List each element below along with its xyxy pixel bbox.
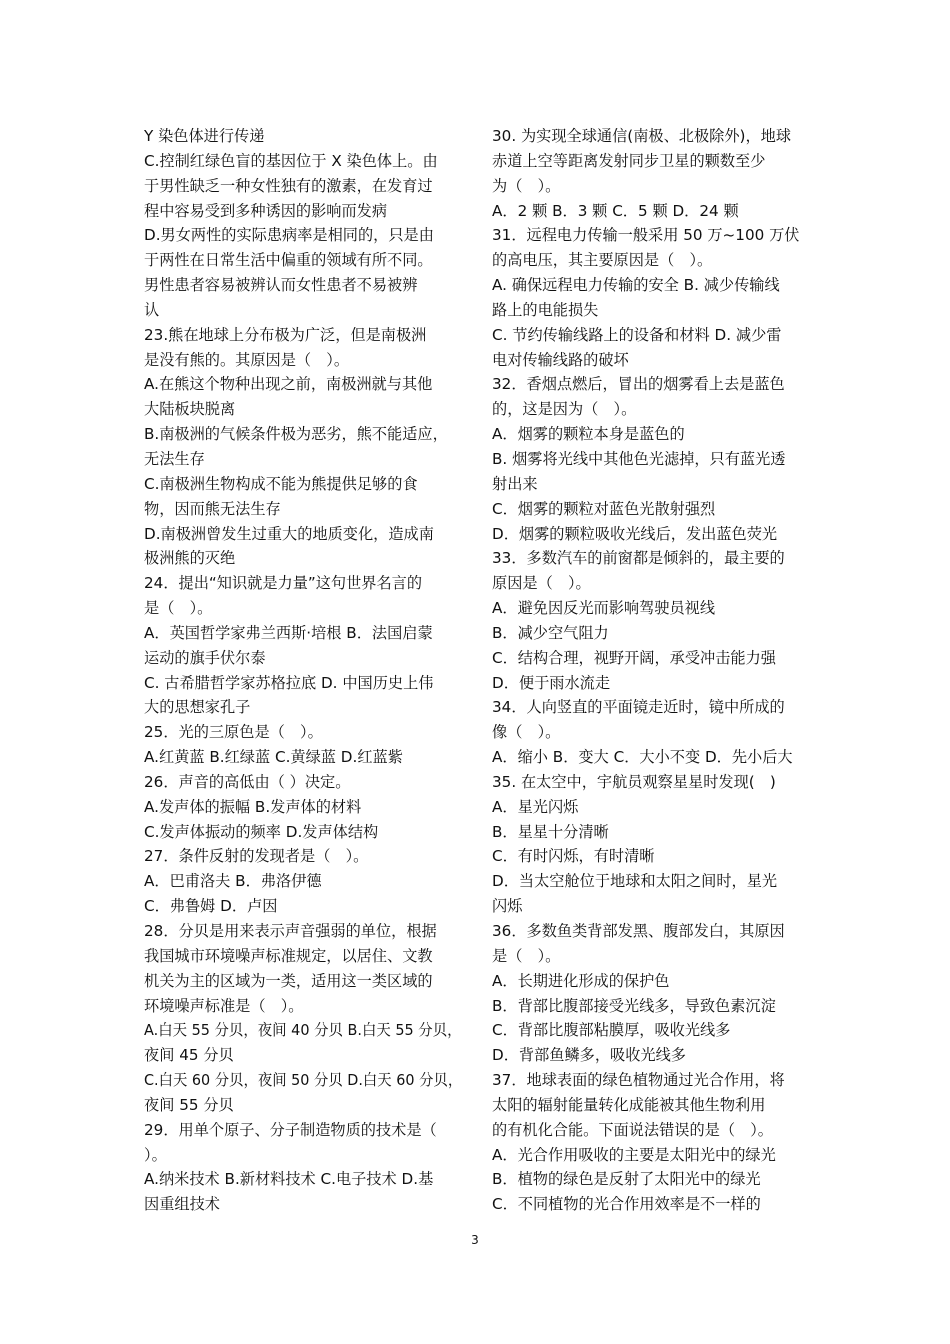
text-line: 机关为主的区域为一类，适用这一类区域的 [144, 971, 433, 990]
text-line: D．便于雨水流走 [492, 673, 611, 692]
text-line: 30. 为实现全球通信(南极、北极除外)，地球 [492, 127, 792, 145]
text-line: 33．多数汽车的前窗都是倾斜的，最主要的 [492, 549, 785, 568]
right-column [492, 124, 810, 1217]
text-line: 夜间 45 分贝 [144, 1046, 234, 1065]
text-line: C．弗鲁姆 D．卢因 [144, 897, 278, 916]
text-line: B．减少空气阻力 [492, 623, 609, 642]
text-line: Y 染色体进行传递 [144, 127, 265, 145]
text-line: C.控制红绿色盲的基因位于 X 染色体上。由 [144, 151, 438, 170]
left-column [144, 124, 462, 1217]
text-line: 26．声音的高低由（ ）决定。 [144, 772, 351, 791]
text-line: 赤道上空等距离发射同步卫星的颗数至少 [492, 151, 766, 170]
text-line: A．巴甫洛夫 B．弗洛伊德 [144, 872, 322, 891]
text-line: A．避免因反光而影响驾驶员视线 [492, 599, 716, 618]
text-line: 24．提出“知识就是力量”这句世界名言的 [144, 574, 423, 593]
text-line: A．2 颗 B．3 颗 C．5 颗 D．24 颗 [492, 201, 739, 220]
text-line: 我国城市环境噪声标准规定，以居住、文教 [144, 946, 433, 965]
text-line: C.南极洲生物构成不能为熊提供足够的食 [144, 474, 418, 493]
text-line: 37．地球表面的绿色植物通过光合作用，将 [492, 1071, 785, 1090]
text-line: 程中容易受到多种诱因的影响而发病 [144, 201, 387, 220]
text-line: B．植物的绿色是反射了太阳光中的绿光 [492, 1170, 761, 1189]
text-line: D.男女两性的实际患病率是相同的，只是由 [144, 226, 434, 245]
text-line: A.白天 55 分贝，夜间 40 分贝 B.白天 55 分贝， [144, 1021, 462, 1040]
text-line: C．背部比腹部粘膜厚，吸收光线多 [492, 1021, 731, 1040]
text-line: 是（ ）。 [144, 599, 213, 618]
text-line: A．星光闪烁 [492, 797, 579, 816]
text-line: 25．光的三原色是（ ）。 [144, 723, 323, 742]
text-line: 太阳的辐射能量转化成能被其他生物利用 [492, 1095, 766, 1114]
text-line: B．星星十分清晰 [492, 822, 609, 841]
text-line: 的，这是因为（ ）。 [492, 400, 637, 419]
text-line: 29．用单个原子、分子制造物质的技术是（ [144, 1120, 437, 1139]
text-line: D．当太空舱位于地球和太阳之间时，星光 [492, 872, 778, 891]
text-line: 大的思想家孔子 [144, 698, 251, 717]
text-line: A．长期进化形成的保护色 [492, 971, 670, 990]
text-line: B．背部比腹部接受光线多，导致色素沉淀 [492, 996, 776, 1015]
text-line: 为（ ）。 [492, 176, 561, 195]
text-line: 32．香烟点燃后，冒出的烟雾看上去是蓝色 [492, 375, 785, 394]
text-line: A.在熊这个物种出现之前，南极洲就与其他 [144, 375, 433, 394]
text-line: A. 确保远程电力传输的安全 B. 减少传输线 [492, 276, 780, 295]
text-line: 是（ ）。 [492, 946, 561, 965]
text-line: 因重组技术 [144, 1195, 220, 1214]
text-line: 夜间 55 分贝 [144, 1095, 234, 1114]
text-line: 像（ ）。 [492, 723, 561, 742]
text-line: 28．分贝是用来表示声音强弱的单位，根据 [144, 922, 437, 940]
text-line: 无法生存 [144, 449, 205, 468]
text-line: C.白天 60 分贝，夜间 50 分贝 D.白天 60 分贝， [144, 1071, 463, 1090]
text-line: 的有机化合能。下面说法错误的是（ ）。 [492, 1120, 773, 1139]
text-line: 男性患者容易被辨认而女性患者不易被辨 [144, 276, 418, 295]
text-line: A.纳米技术 B.新材料技术 C.电子技术 D.基 [144, 1170, 434, 1189]
text-line: A.红黄蓝 B.红绿蓝 C.黄绿蓝 D.红蓝紫 [144, 748, 403, 767]
text-line: 闪烁 [492, 897, 523, 916]
text-line: 极洲熊的灭绝 [144, 549, 236, 568]
text-line: A．光合作用吸收的主要是太阳光中的绿光 [492, 1145, 776, 1164]
text-line: C.发声体振动的频率 D.发声体结构 [144, 822, 379, 841]
text-line: 射出来 [492, 474, 538, 493]
text-line: 运动的旗手伏尔泰 [144, 648, 266, 667]
text-line: C．结构合理，视野开阔，承受冲击能力强 [492, 648, 776, 667]
text-line: B.南极洲的气候条件极为恶劣，熊不能适应， [144, 425, 448, 444]
text-line: A．缩小 B．变大 C．大小不变 D．先小后大 [492, 748, 793, 767]
text-line: ）。 [144, 1145, 167, 1164]
text-line: A.发声体的振幅 B.发声体的材料 [144, 797, 362, 816]
text-line: C. 古希腊哲学家苏格拉底 D. 中国历史上伟 [144, 673, 434, 692]
text-line: 环境噪声标准是（ ）。 [144, 996, 304, 1015]
text-line: 23.熊在地球上分布极为广泛，但是南极洲 [144, 325, 427, 344]
text-line: 27．条件反射的发现者是（ ）。 [144, 847, 369, 866]
page-number: 3 [471, 1233, 479, 1247]
text-line: 31．远程电力传输一般采用 50 万~100 万伏 [492, 226, 800, 245]
text-line: 36．多数鱼类背部发黑、腹部发白，其原因 [492, 922, 785, 940]
text-line: 路上的电能损失 [492, 300, 599, 319]
text-line: 认 [144, 300, 160, 319]
text-line: A．英国哲学家弗兰西斯·培根 B．法国启蒙 [144, 623, 433, 642]
text-line: 物，因而熊无法生存 [144, 499, 281, 518]
text-line: B. 烟雾将光线中其他色光滤掉，只有蓝光透 [492, 449, 786, 468]
text-line: D．烟雾的颗粒吸收光线后，发出蓝色荧光 [492, 524, 778, 543]
text-line: 34．人向竖直的平面镜走近时，镜中所成的 [492, 698, 785, 717]
text-line: 的高电压，其主要原因是（ ）。 [492, 251, 713, 270]
text-line: D．背部鱼鳞多，吸收光线多 [492, 1046, 686, 1065]
text-line: 原因是（ ）。 [492, 574, 591, 593]
text-line: C．有时闪烁，有时清晰 [492, 847, 655, 866]
text-line: C．烟雾的颗粒对蓝色光散射强烈 [492, 499, 716, 518]
text-line: 于男性缺乏一种女性独有的激素，在发育过 [144, 176, 433, 195]
text-line: A．烟雾的颗粒本身是蓝色的 [492, 425, 685, 444]
text-line: 于两性在日常生活中偏重的领域有所不同。 [144, 251, 433, 270]
text-line: D.南极洲曾发生过重大的地质变化，造成南 [144, 524, 434, 543]
text-line: 是没有熊的。其原因是（ ）。 [144, 350, 350, 369]
text-line: C. 节约传输线路上的设备和材料 D. 减少雷 [492, 325, 782, 344]
text-line: 电对传输线路的破坏 [492, 350, 629, 369]
text-line: 大陆板块脱离 [144, 400, 236, 419]
text-line: C．不同植物的光合作用效率是不一样的 [492, 1195, 761, 1214]
text-line: 35. 在太空中，宇航员观察星星时发现( ) [492, 772, 776, 791]
